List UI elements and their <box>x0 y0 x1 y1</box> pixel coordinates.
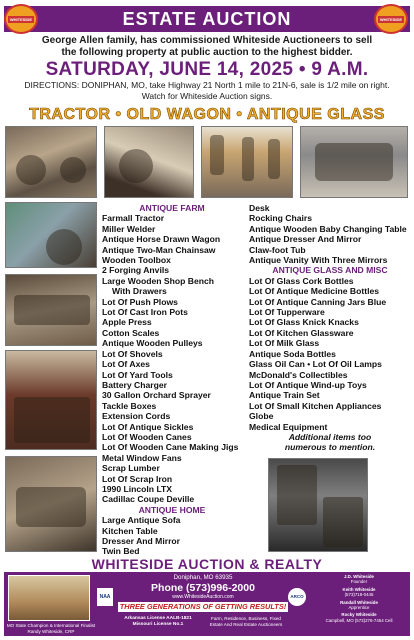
staff-name: Rocky Whiteside <box>341 612 377 618</box>
list-item: Lot Of Glass Knick Knacks <box>249 317 359 328</box>
list-item: 1990 Lincoln LTX <box>102 483 173 494</box>
staff-name: Randall Whiteside <box>340 599 378 605</box>
photo-dresser <box>5 350 97 450</box>
website-link[interactable]: www.WhitesideAuction.com <box>172 594 234 600</box>
list-item: Antique Train Set <box>249 390 320 401</box>
auction-date: SATURDAY, JUNE 14, 2025 • 9 A.M. <box>45 59 369 80</box>
list-item: Metal Window Fans <box>102 452 182 463</box>
photo-caption: MO State Champion & International Finalist Randy Whiteside, CRP <box>6 623 96 634</box>
list-item: Desk <box>249 203 270 213</box>
list-item: Lot Of Shovels <box>102 348 163 359</box>
list-item: Lot Of Small Kitchen Appliances <box>249 400 382 411</box>
list-item: Twin Bed <box>102 546 140 557</box>
list-item: Lot Of Wooden Cane Making Jigs <box>102 442 239 453</box>
list-item: Cotton Scales <box>102 327 160 338</box>
photo-bottles <box>201 126 293 198</box>
staff-role: Campbell, MO (573)276-7454 Cell <box>325 617 393 623</box>
license-text: Arkansas License AALB-1821 Missouri License No.1 <box>124 616 192 627</box>
auctioneer-photo <box>8 575 90 621</box>
list-item: Kitchen Table <box>102 525 158 536</box>
list-item: Scrap Lumber <box>102 463 160 474</box>
items-column-2 <box>249 203 411 453</box>
list-item: Antique Horse Drawn Wagon <box>102 234 221 245</box>
tagline: THREE GENERATIONS OF GETTING RESULTS! <box>119 602 287 611</box>
whiteside-logo-right: WHITESIDE <box>374 4 408 34</box>
photo-wagon <box>5 126 97 198</box>
staff-name: Keith Whiteside <box>342 586 376 592</box>
items-column-1 <box>102 203 242 557</box>
list-item: Wooden Toolbox <box>102 255 171 266</box>
services-text: Farm, Residence, Business, Fixed Estate And Real Estate Auctioneers <box>209 616 283 627</box>
list-item: Lot Of Tupperware <box>249 307 325 318</box>
staff-role: Founder <box>350 579 368 585</box>
intro-text: George Allen family, has commissioned Whiteside Auctioneers to sell the following property at public auction to the highest bidder. <box>41 35 373 58</box>
list-item: Cadillac Coupe Deville <box>102 494 195 505</box>
list-item: Lot Of Kitchen Glassware <box>249 327 354 338</box>
location-text: Doniphan, MO 63935 <box>173 574 233 581</box>
list-item-sub: With Drawers <box>112 286 167 297</box>
list-item: Lot Of Antique Wind-up Toys <box>249 379 367 390</box>
list-item: Lot Of Cast Iron Pots <box>102 307 188 318</box>
staff-list <box>310 574 408 625</box>
list-item: Rocking Chairs <box>249 213 313 224</box>
additional-items-note: Additional items too numerous to mention. <box>284 431 376 453</box>
list-item: Lot Of Glass Cork Bottles <box>249 275 354 286</box>
list-item: 2 Forging Anvils <box>102 265 170 276</box>
list-item: Medical Equipment <box>249 421 328 432</box>
list-item: Lot Of Antique Medicine Bottles <box>249 286 380 297</box>
photo-tractor <box>5 202 97 268</box>
list-item: 30 Gallon Orchard Sprayer <box>102 390 211 401</box>
photo-antique-sofa <box>300 126 408 198</box>
page-title: ESTATE AUCTION <box>4 6 410 32</box>
list-item: Extension Cords <box>102 411 171 422</box>
list-item: Large Antique Sofa <box>102 515 181 526</box>
list-item: Dresser And Mirror <box>102 536 181 546</box>
contact-block <box>118 574 288 612</box>
list-item: Glass Oil Can • Lot Of Oil Lamps <box>249 359 382 370</box>
list-item: Lot Of Axes <box>102 359 150 370</box>
list-item: Apple Press <box>102 317 152 328</box>
list-item: Lot Of Push Plows <box>102 296 178 307</box>
list-item: Lot Of Antique Canning Jars Blue <box>249 296 387 307</box>
list-item: Antique Two-Man Chainsaw <box>102 244 216 255</box>
list-item: Farmall Tractor <box>102 213 165 224</box>
list-item: Claw-foot Tub <box>249 244 306 255</box>
photo-wagon-wheels <box>104 126 194 198</box>
directions-text: DIRECTIONS: DONIPHAN, MO, take Highway 21 North 1 mile to 21N-6, sale is 1/2 mile on right. Watch for Whiteside Auction signs. <box>24 80 390 101</box>
list-item: Battery Charger <box>102 379 167 390</box>
naa-logo: NAA <box>97 588 113 606</box>
list-item: Lot Of Milk Glass <box>249 338 320 349</box>
list-item: Lot Of Scrap Iron <box>102 473 173 484</box>
antique-home-heading: ANTIQUE HOME <box>138 504 206 515</box>
list-item: Antique Soda Bottles <box>249 348 336 359</box>
whiteside-logo-left: WHITESIDE <box>4 4 38 34</box>
list-item: Antique Wooden Pulleys <box>102 338 203 349</box>
staff-role: (573)718-0445 <box>344 592 374 598</box>
list-item: Large Wooden Shop Bench <box>102 275 215 286</box>
antique-farm-heading: ANTIQUE FARM <box>139 203 205 213</box>
list-item: Antique Dresser And Mirror <box>249 234 362 245</box>
list-item: Miller Welder <box>102 223 156 234</box>
list-item: Lot Of Antique Sickles <box>102 421 194 432</box>
arco-logo: ARCO <box>288 588 306 606</box>
list-item: Lot Of Yard Tools <box>102 369 173 380</box>
list-item: Globe <box>249 411 274 422</box>
footer <box>4 572 410 636</box>
list-item: Lot Of Wooden Canes <box>102 431 192 442</box>
staff-role: Apprentice <box>348 605 370 611</box>
staff-name: J.D. Whiteside <box>343 574 374 579</box>
list-item: Antique Vanity With Three Mirrors <box>249 255 388 266</box>
category-banner: TRACTOR • OLD WAGON • ANTIQUE GLASS <box>29 106 385 123</box>
antique-glass-heading: ANTIQUE GLASS AND MISC <box>272 265 388 276</box>
list-item: Antique Wooden Baby Changing Table <box>249 223 407 234</box>
photo-tools <box>5 456 97 552</box>
photo-vanity <box>268 458 368 552</box>
list-item: Tackle Boxes <box>102 400 157 411</box>
footer-title: WHITESIDE AUCTION & REALTY <box>4 556 410 572</box>
phone-number[interactable]: Phone (573)996-2000 <box>151 582 255 594</box>
list-item: McDonald's Collectibles <box>249 369 348 380</box>
photo-toolbox <box>5 274 97 346</box>
